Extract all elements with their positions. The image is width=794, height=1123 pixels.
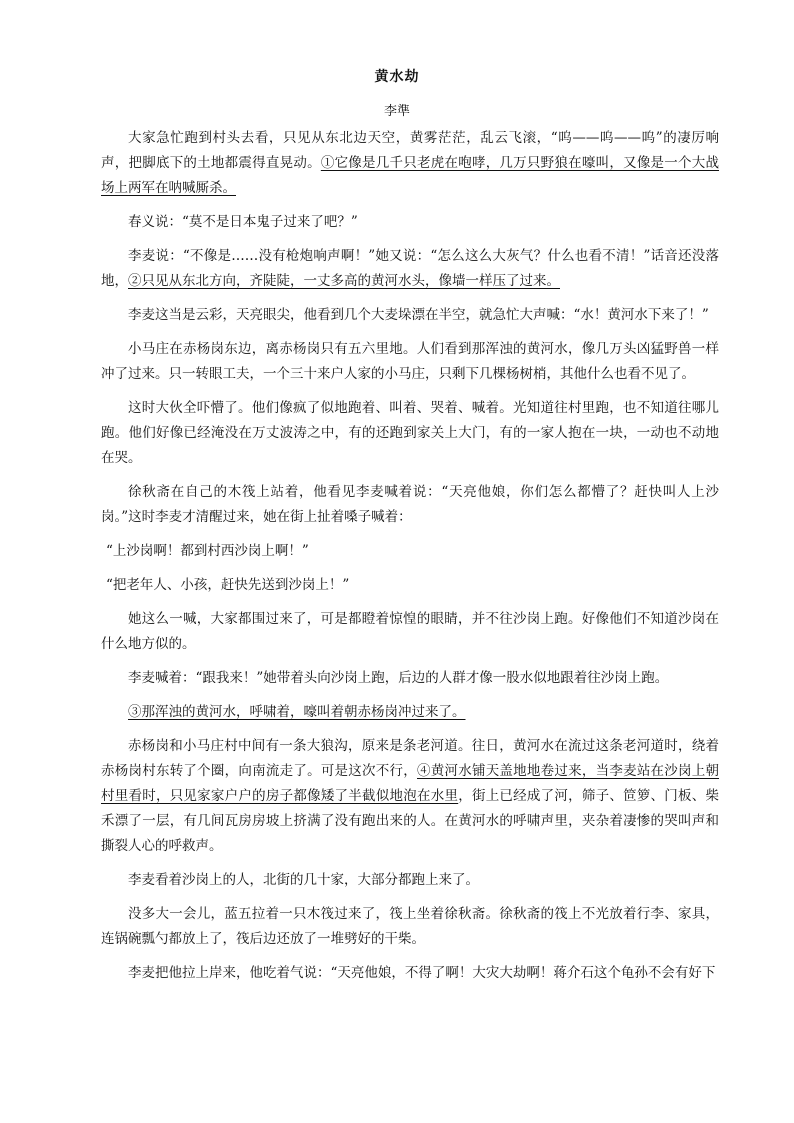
text-segment: 大家急忙跑到村头去看，只见从东北边天空，黄雾茫茫，乱云飞滚，“呜——呜——呜”的凄厉响声，把脚底下的土地都震得直晃动。 [101, 130, 719, 171]
text-segment: “上沙岗啊！都到村西沙岗上啊！” [106, 543, 309, 559]
text-segment: 李麦这当是云彩，天亮眼尖，他看到几个大麦垛漂在半空，就急忙大声喊：“水！黄河水下来了！” [128, 307, 709, 323]
document-title: 黄水劫 [374, 69, 420, 85]
text-segment: “把老年人、小孩，赶快先送到沙岗上！” [106, 577, 350, 593]
paragraph [101, 303, 719, 328]
text-segment: 她这么一喊，大家都围过来了，可是都瞪着惊惶的眼睛，并不往沙岗上跑。好像他们不知道沙岗在什么地方似的。 [101, 611, 719, 652]
paragraph [101, 573, 719, 598]
text-segment: 没多大一会儿，蓝五拉着一只木筏过来了，筏上坐着徐秋斋。徐秋斋的筏上不光放着行李、家具，连锅碗瓢勺都放上了，筏后边还放了一堆劈好的干柴。 [101, 906, 719, 947]
paragraph [101, 868, 719, 893]
paragraph [101, 902, 719, 952]
text-segment: 小马庄在赤杨岗东边，离赤杨岗只有五六里地。人们看到那浑浊的黄河水，像几万头凶猛野兽一样冲了过来。只一转眼工夫，一个三十来户人家的小马庄，只剩下几棵杨树梢，其他什么也看不见了。 [101, 341, 719, 382]
text-segment: ，街上已经成了河，筛子、笸箩、门板、柴禾漂了一层，有几间瓦房房坡上挤满了没有跑出来的人。在黄河水的呼啸声里，夹杂着凄惨的哭叫声和撕裂人心的呼救声。 [101, 788, 720, 854]
paragraph [101, 126, 719, 201]
underlined-sentence: ②只见从东北方向，齐陡陡，一丈多高的黄河水头，像墙一样压了过来。 [128, 273, 560, 289]
text-segment: 李麦看着沙岗上的人，北街的几十家，大部分都跑上来了。 [128, 872, 479, 888]
paragraph [101, 396, 719, 471]
paragraph [101, 480, 719, 530]
document-author: 李準 [383, 104, 410, 119]
document-body [101, 126, 719, 995]
text-segment: 春义说：“莫不是日本鬼子过来了吧？” [128, 214, 358, 230]
text-segment: 李麦说：“不像是……没有枪炮响声啊！”她又说：“怎么这么大灰气？什么也看不清！”话音还没落地， [101, 248, 719, 289]
underlined-sentence: ③那浑浊的黄河水，呼啸着，嚎叫着朝赤杨岗冲过来了。 [128, 704, 466, 720]
underlined-sentence: ④黄河水铺天盖地地卷过来，当李麦站在沙岗上朝村里看时，只见家家户户的房子都像矮了半截似地泡在水里 [101, 763, 720, 804]
paragraph [101, 700, 719, 725]
paragraph [101, 607, 719, 657]
text-segment: 李麦把他拉上岸来，他吃着气说：“天亮他娘，不得了啊！大灾大劫啊！蒋介石这个龟孙不会有好下 [128, 965, 716, 981]
paragraph [101, 666, 719, 691]
paragraph [101, 210, 719, 235]
paragraph [101, 734, 719, 859]
text-segment: 赤杨岗和小马庄村中间有一条大狼沟，原来是条老河道。往日，黄河水在流过这条老河道时，绕着赤杨岗村东转了个圈，向南流走了。可是这次不行， [101, 738, 719, 779]
text-segment: 李麦喊着：“跟我来！”她带着头向沙岗上跑，后边的人群才像一股水似地跟着往沙岗上跑。 [128, 670, 669, 686]
text-segment: 徐秋斋在自己的木筏上站着，他看见李麦喊着说：“天亮他娘，你们怎么都懵了？赶快叫人上沙岗。”这时李麦才清醒过来，她在街上扯着嗓子喊着： [101, 484, 719, 525]
paragraph [101, 539, 719, 564]
text-segment: 这时大伙全吓懵了。他们像疯了似地跑着、叫着、哭着、喊着。光知道往村里跑，也不知道往哪儿跑。他们好像已经淹没在万丈波涛之中，有的还跑到家关上大门，有的一家人抱在一块，一动也不动地在哭。 [101, 400, 719, 466]
paragraph [101, 337, 719, 387]
underlined-sentence: ①它像是几千只老虎在咆哮，几万只野狼在嚎叫，又像是一个大战场上两军在呐喊厮杀。 [101, 155, 720, 196]
paragraph [101, 244, 719, 294]
paragraph [101, 961, 719, 986]
